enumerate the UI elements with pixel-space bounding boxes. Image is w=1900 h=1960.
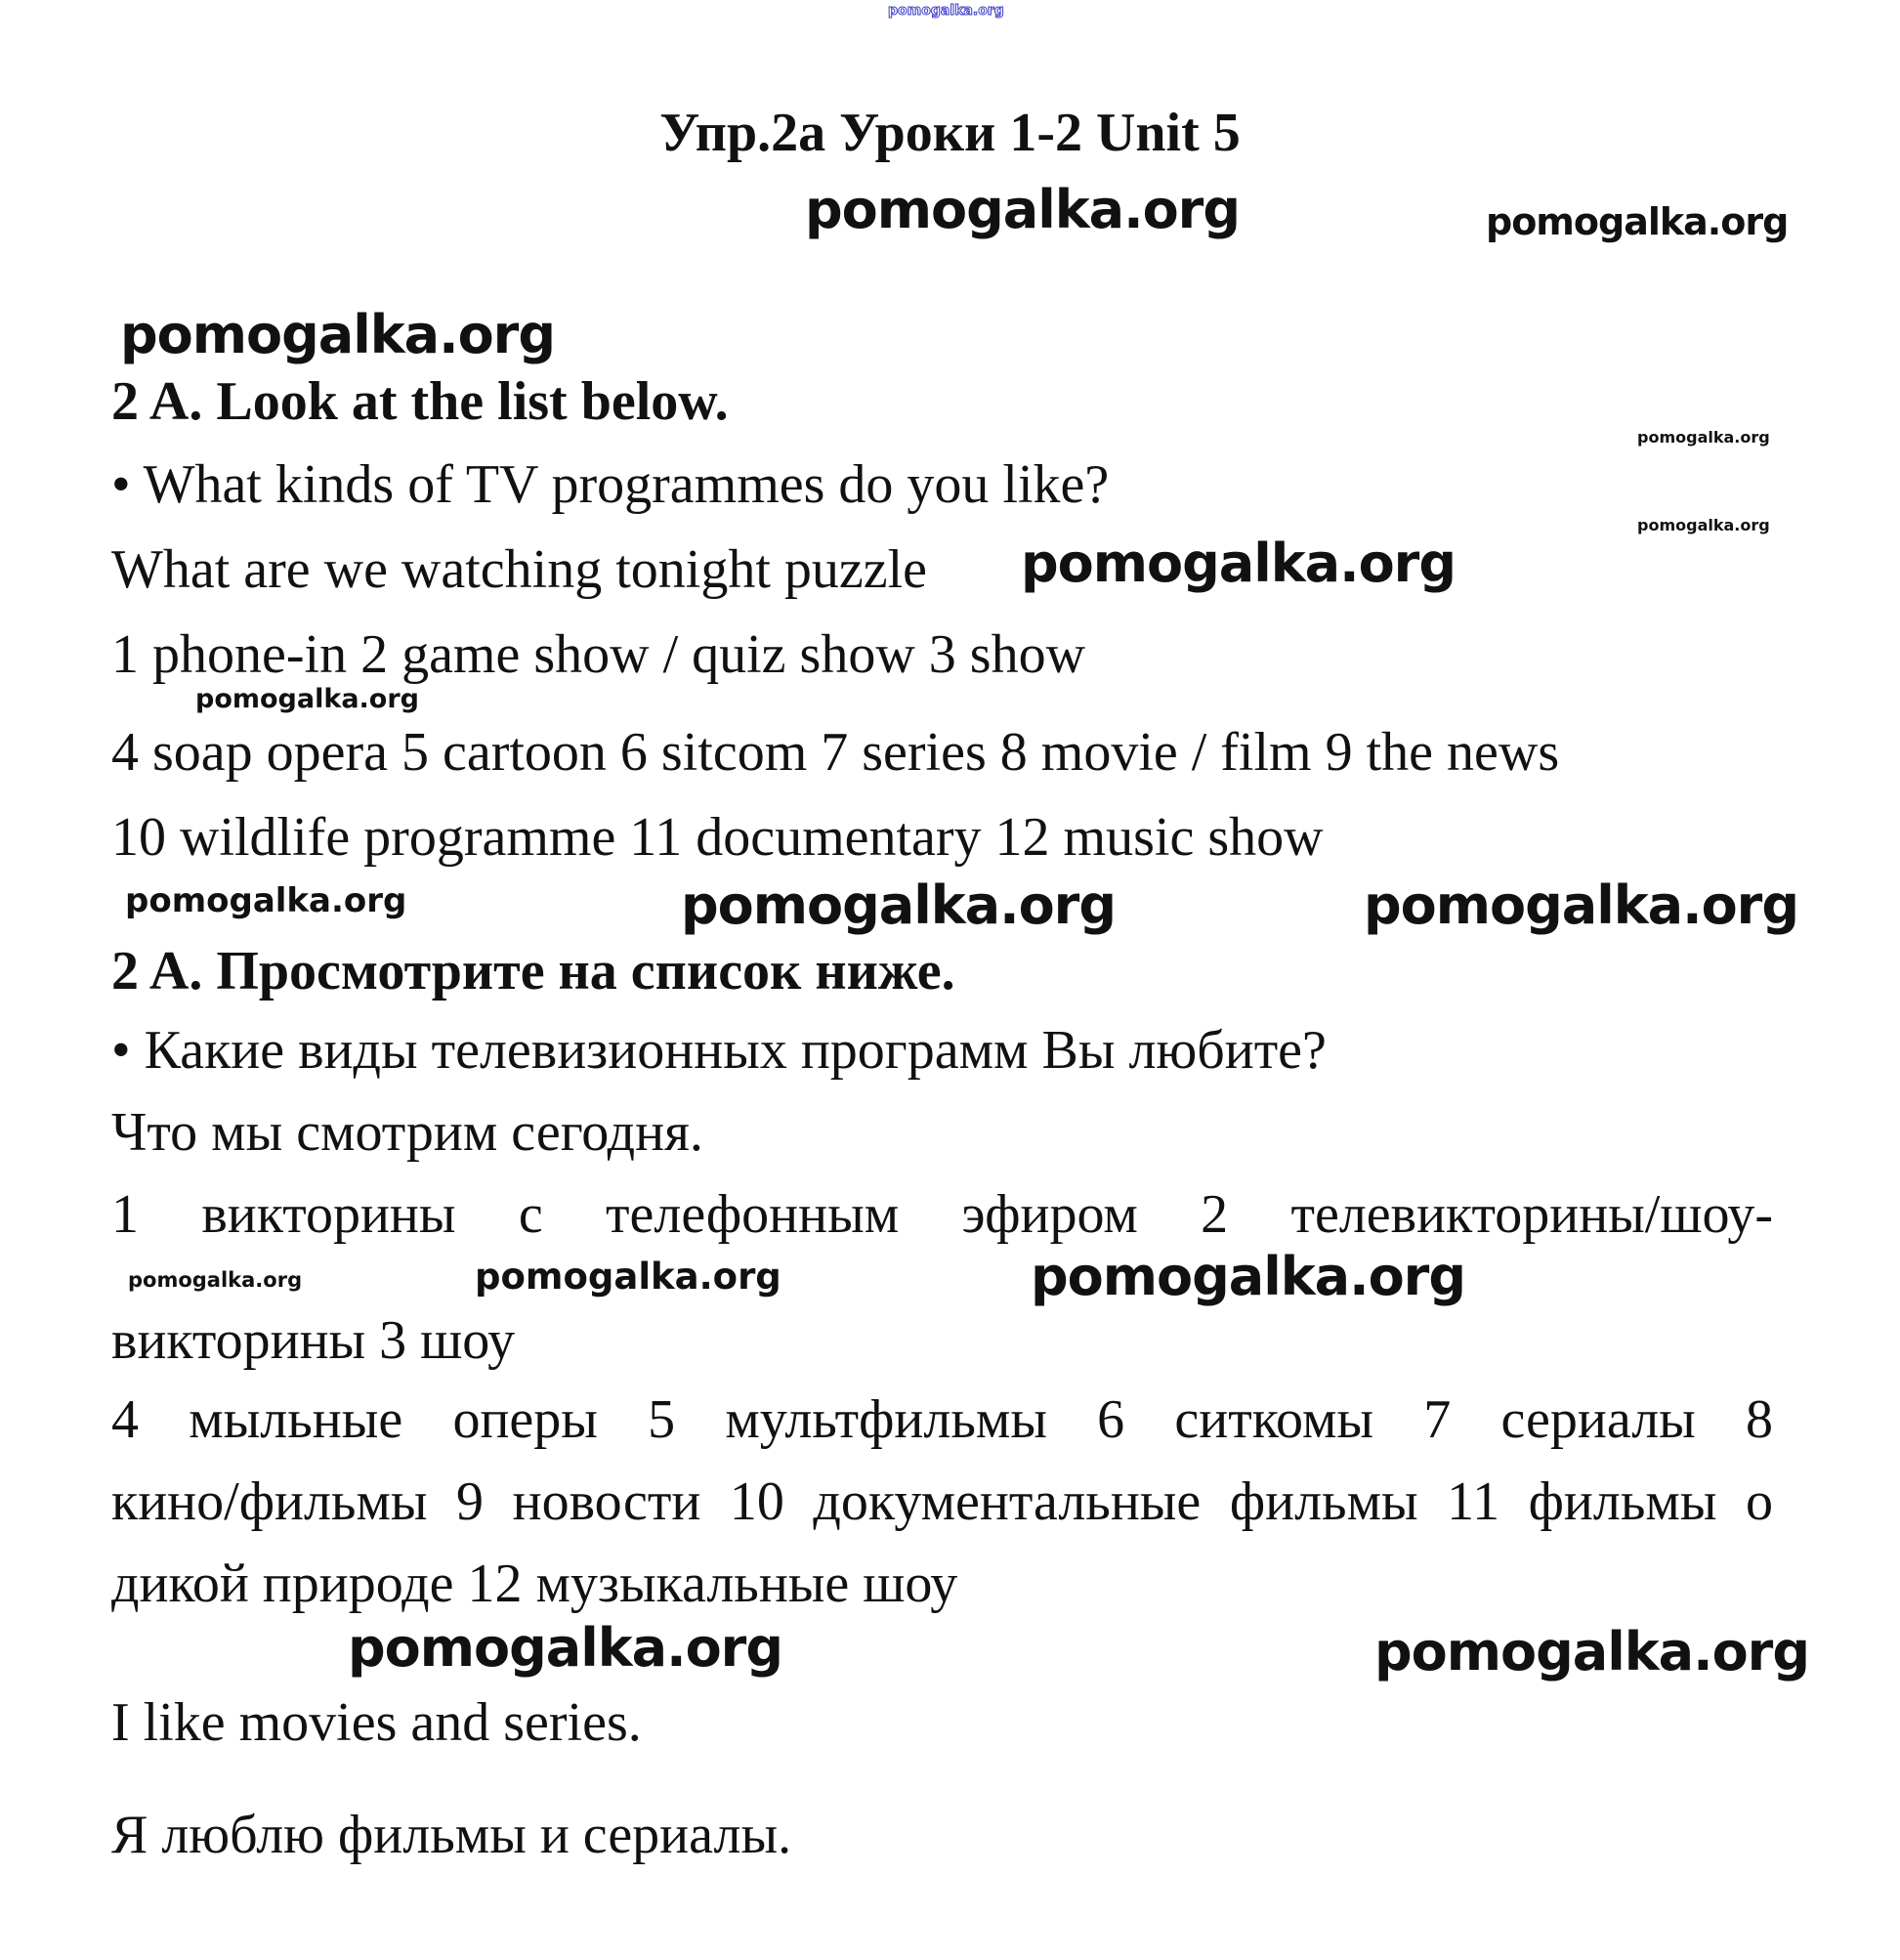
page-title: Упр.2а Уроки 1-2 Unit 5 (659, 103, 1241, 163)
russian-line: 4 мыльные оперы 5 мультфильмы 6 ситкомы 7 сериалы 8 (111, 1389, 1773, 1450)
russian-line: 1 викторины с телефонным эфиром 2 телевикторины/шоу- (111, 1184, 1773, 1245)
watermark: pomogalka.org (1374, 1621, 1809, 1683)
russian-line: викторины 3 шоу (111, 1310, 516, 1371)
answer-russian: Я люблю фильмы и сериалы. (111, 1805, 792, 1865)
watermark: pomogalka.org (1637, 516, 1770, 534)
english-line: What are we watching tonight puzzle (111, 539, 927, 600)
watermark: pomogalka.org (1021, 533, 1456, 594)
watermark: pomogalka.org (1031, 1246, 1465, 1307)
watermark: pomogalka.org (1364, 874, 1798, 936)
watermark: pomogalka.org (681, 874, 1116, 936)
watermark: pomogalka.org (120, 304, 555, 365)
english-line: 1 phone-in 2 game show / quiz show 3 show (111, 624, 1086, 685)
top-watermark: pomogalka.org (888, 3, 1004, 19)
russian-line: Что мы смотрим сегодня. (111, 1102, 703, 1163)
watermark: pomogalka.org (128, 1268, 303, 1292)
english-line: • What kinds of TV programmes do you like? (111, 454, 1110, 515)
watermark: pomogalka.org (475, 1256, 781, 1298)
watermark: pomogalka.org (348, 1617, 782, 1679)
watermark: pomogalka.org (195, 684, 419, 714)
english-line: 4 soap opera 5 cartoon 6 sitcom 7 series 8 movie / film 9 the news (111, 722, 1560, 783)
russian-heading: 2 A. Просмотрите на список ниже. (111, 941, 955, 1001)
russian-line: кино/фильмы 9 новости 10 документальные фильмы 11 фильмы о (111, 1471, 1773, 1532)
answer-english: I like movies and series. (111, 1692, 642, 1753)
watermark: pomogalka.org (805, 179, 1240, 240)
russian-line: • Какие виды телевизионных программ Вы любите? (111, 1020, 1327, 1081)
english-line: 10 wildlife programme 11 documentary 12 music show (111, 807, 1324, 868)
english-heading: 2 A. Look at the list below. (111, 371, 729, 432)
russian-line: дикой природе 12 музыкальные шоу (111, 1554, 958, 1614)
watermark: pomogalka.org (1486, 200, 1789, 243)
watermark: pomogalka.org (1637, 428, 1770, 447)
watermark: pomogalka.org (125, 881, 407, 920)
